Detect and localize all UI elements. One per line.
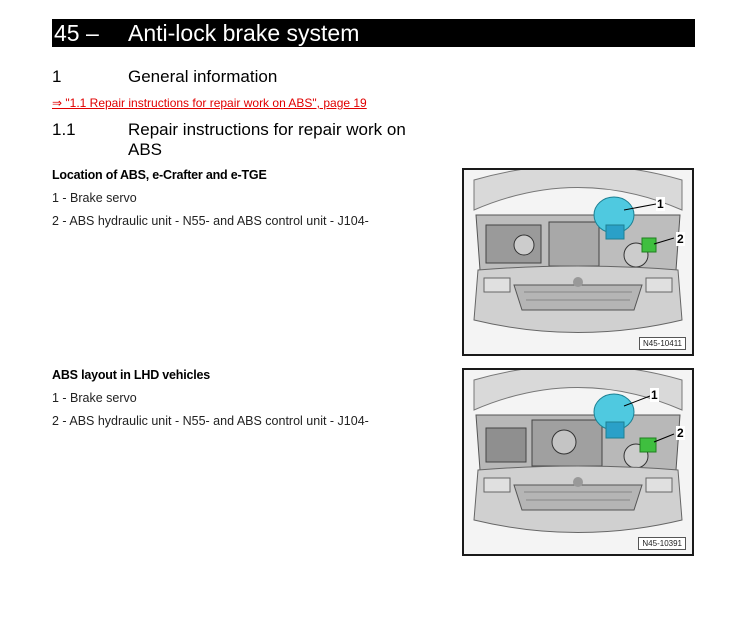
layout-heading: ABS layout in LHD vehicles	[52, 368, 211, 382]
legend-item-brake-servo: 1 - Brake servo	[52, 391, 137, 405]
chapter-number: 45 –	[54, 20, 99, 46]
legend-item-brake-servo: 1 - Brake servo	[52, 191, 137, 205]
section-number: 1	[52, 67, 62, 86]
subsection-title-line1: Repair instructions for repair work on	[128, 120, 406, 139]
figure-id: N45-10391	[638, 537, 686, 550]
chapter-header	[52, 19, 695, 47]
callout-1: 1	[657, 197, 664, 211]
engine-bay-figure	[462, 368, 694, 556]
section-title: General information	[128, 67, 278, 86]
chapter-title: Anti-lock brake system	[128, 20, 360, 46]
cross-reference-link[interactable]: ⇒ "1.1 Repair instructions for repair work on ABS", page 19	[52, 96, 367, 110]
engine-bay-figure	[462, 168, 694, 356]
subsection-number: 1.1	[52, 120, 76, 139]
figure-id: N45-10411	[639, 337, 686, 350]
legend-item-abs-unit: 2 - ABS hydraulic unit - N55- and ABS control unit - J104-	[52, 414, 369, 428]
callout-1: 1	[651, 388, 658, 402]
legend-item-abs-unit: 2 - ABS hydraulic unit - N55- and ABS control unit - J104-	[52, 214, 369, 228]
callout-2: 2	[677, 426, 684, 440]
location-heading: Location of ABS, e-Crafter and e-TGE	[52, 168, 267, 182]
callout-2: 2	[677, 232, 684, 246]
subsection-title-line2: ABS	[128, 140, 163, 159]
